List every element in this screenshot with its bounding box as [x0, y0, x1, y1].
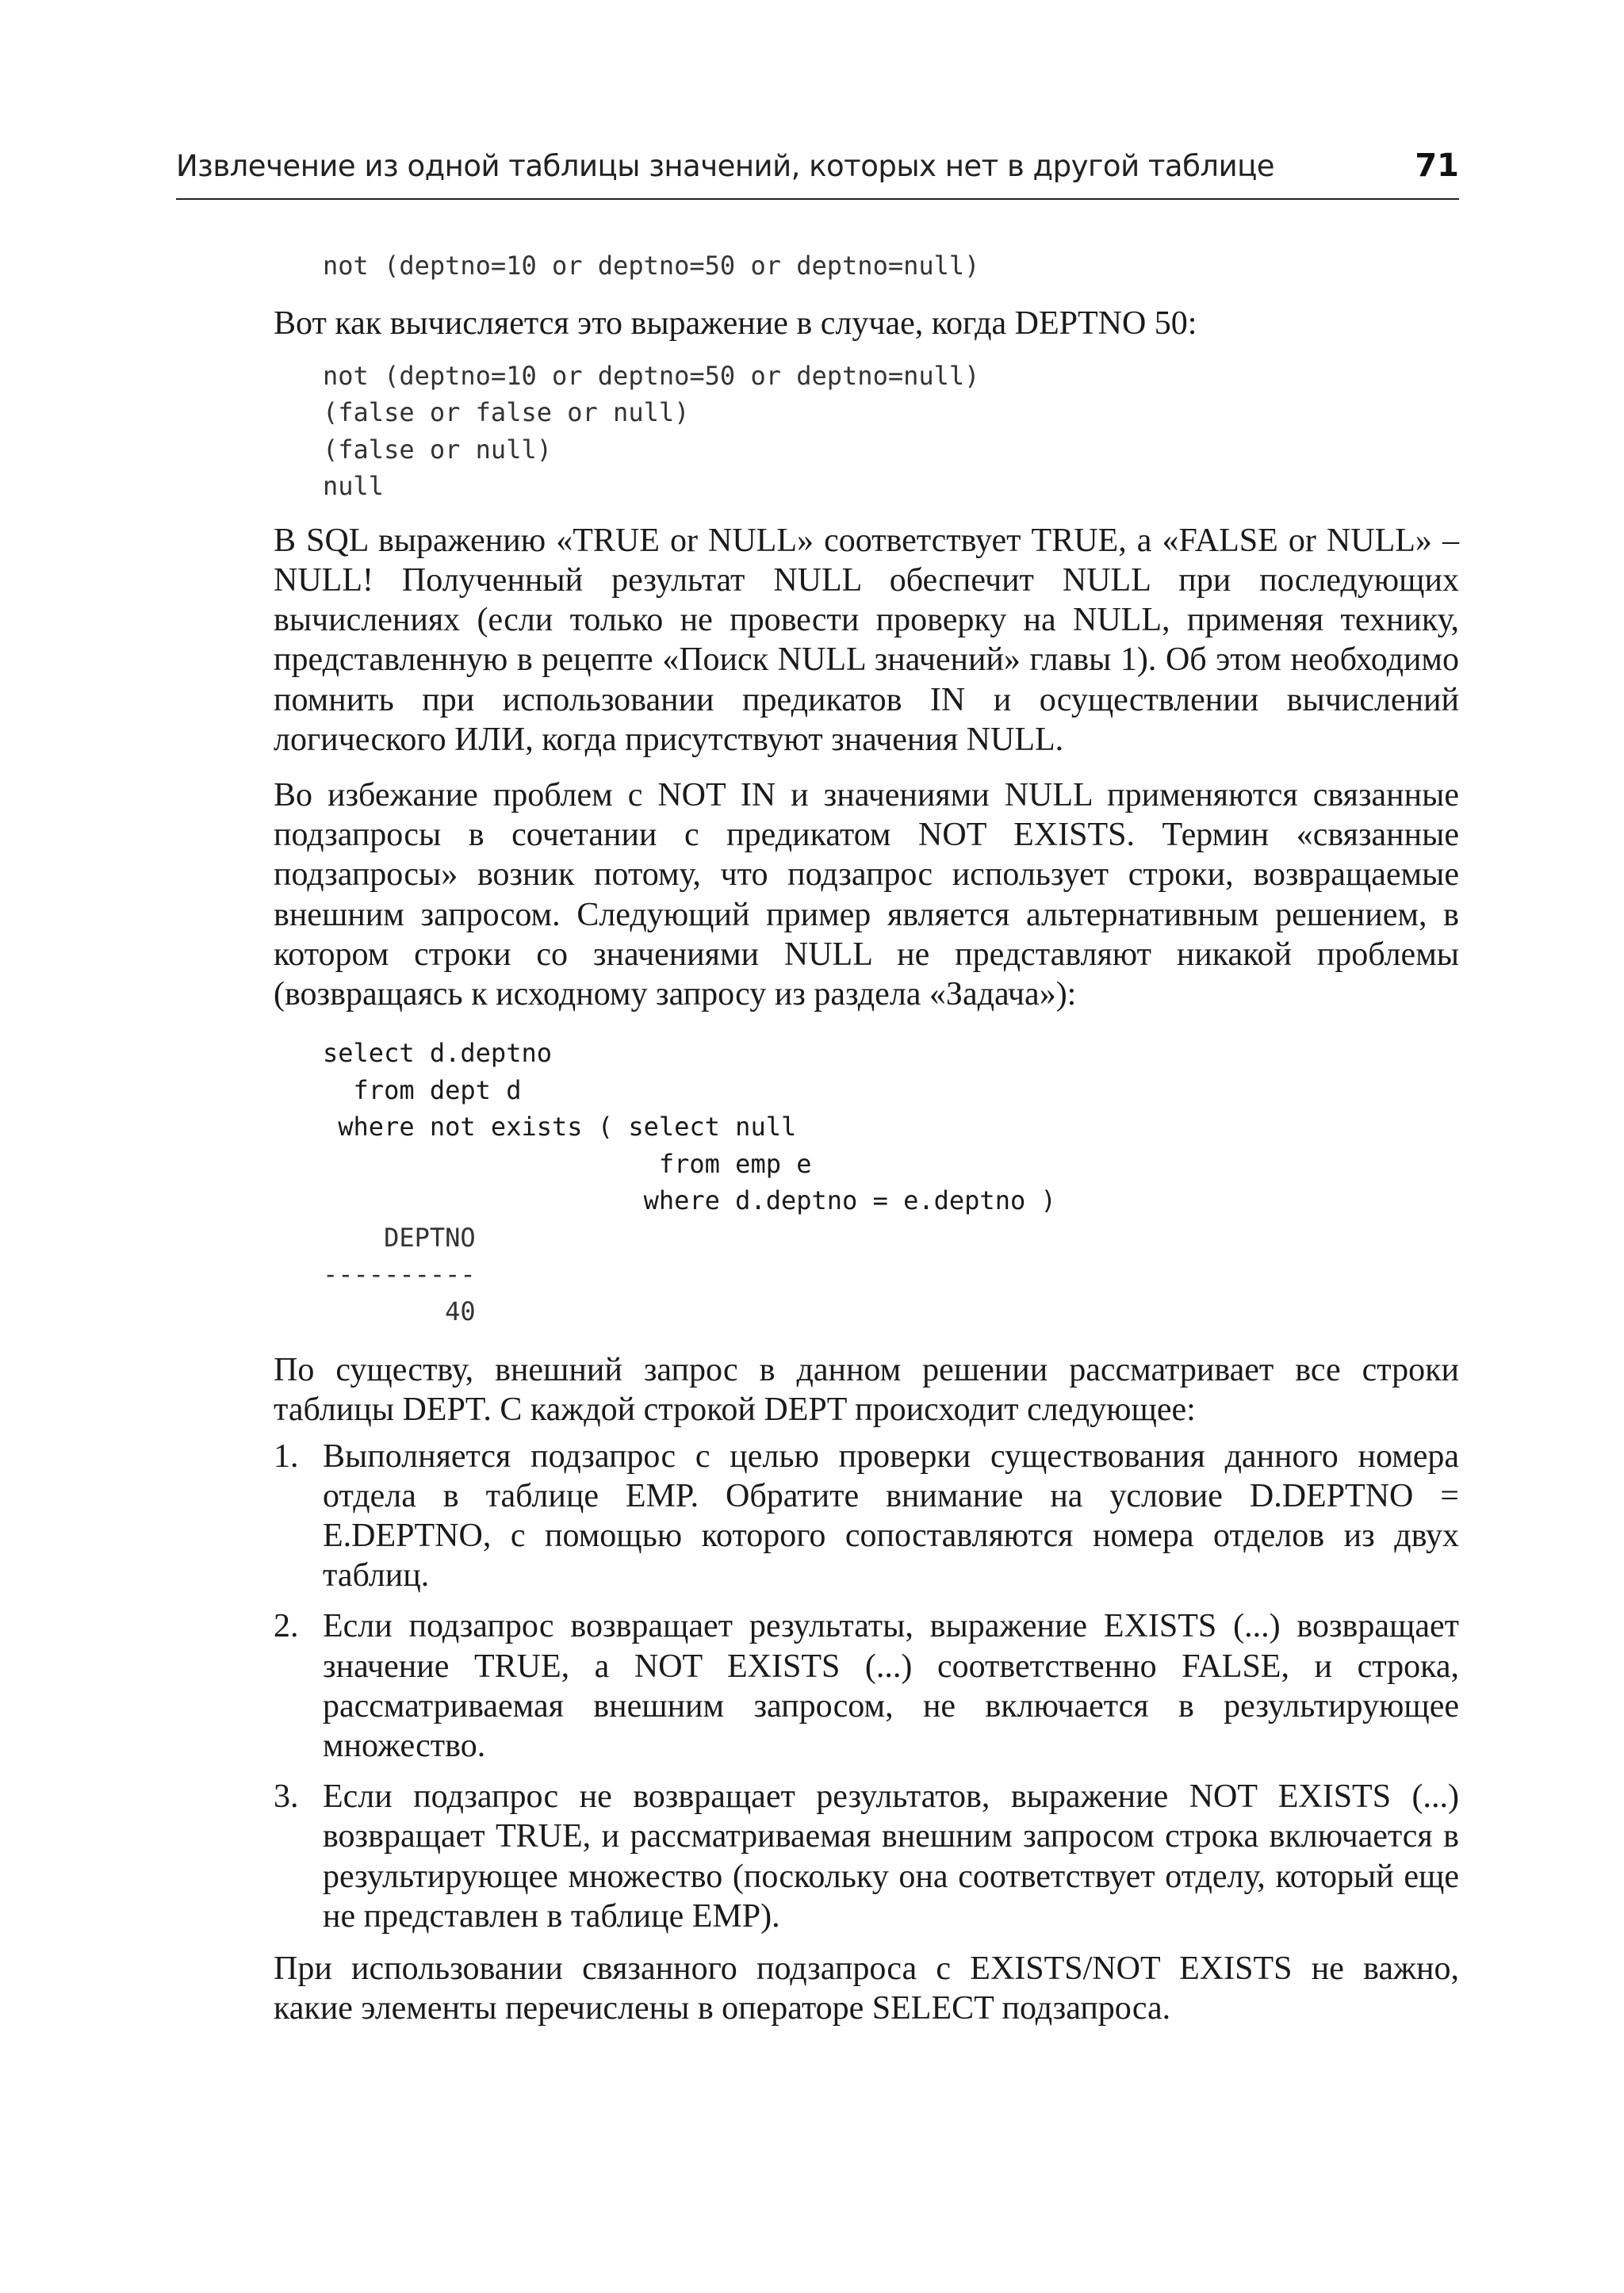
steps-list	[274, 1437, 1459, 1936]
paragraph-correlated-subqueries: Во избежание проблем с NOT IN и значениями NULL применяются связанные подзапросы в сочетании с предикатом NOT EXISTS. Термин «связанные подзапросы» возник потому, что подзапрос использует строки, возвращаемые внешним запросом. Следующий пример является альтернативным решением, в котором строки со значениями NULL не представляют никакой проблемы (возвращаясь к исходному запросу из раздела «Задача»):	[274, 776, 1459, 1013]
list-item-number: 3.	[274, 1778, 299, 1816]
running-header	[176, 147, 1459, 200]
page-number: 71	[1415, 147, 1459, 184]
code-block-evaluation: not (deptno=10 or deptno=50 or deptno=null) (false or false or null) (false or null) null	[323, 360, 980, 502]
paragraph-null-logic: В SQL выражению «TRUE or NULL» соответствует TRUE, а «FALSE or NULL» – NULL! Полученный результат NULL обеспечит NULL при последующих вычислениях (если только не провести проверку на NULL, применяя технику, представленную в рецепте «Поиск NULL значений» главы 1). Об этом необходимо помнить при использовании предикатов IN и осуществлении вычислений логического ИЛИ, когда присутствуют значения NULL.	[274, 522, 1459, 758]
code-block-condition: not (deptno=10 or deptno=50 or deptno=null)	[323, 251, 980, 281]
list-item-text: Если подзапрос возвращает результаты, выражение EXISTS (...) возвращает значение TRUE, а NOT EXISTS (...) соответственно FALSE, и строка, рассматриваемая внешним запросом, не включается в результирующее множество.	[323, 1608, 1459, 1764]
list-item	[274, 1437, 1459, 1596]
paragraph-exists-note: При использовании связанного подзапроса с EXISTS/NOT EXISTS не важно, какие элементы перечислены в операторе SELECT подзапроса.	[274, 1950, 1459, 2027]
code-block-query: select d.deptno from dept d where not exists ( select null from emp e where d.deptno = e.deptno )	[323, 1038, 1056, 1216]
paragraph-outer-query: По существу, внешний запрос в данном решении рассматривает все строки таблицы DEPT. С каждой строкой DEPT происходит следующее:	[274, 1352, 1459, 1429]
running-title: Извлечение из одной таблицы значений, которых нет в другой таблице	[176, 149, 1275, 183]
list-item	[274, 1606, 1459, 1766]
list-item-number: 2.	[274, 1608, 299, 1645]
page-body	[274, 247, 1459, 2028]
list-item-number: 1.	[274, 1437, 299, 1475]
paragraph-evaluation-intro: Вот как вычисляется это выражение в случае, когда DEPTNO 50:	[274, 304, 1197, 342]
code-block-result: DEPTNO ---------- 40	[323, 1222, 476, 1326]
list-item-text: Если подзапрос не возвращает результатов, выражение NOT EXISTS (...) возвращает TRUE, и рассматриваемая внешним запросом строка включается в результирующее множество (поскольку она соответствует отделу, который еще не представлен в таблице EMP).	[323, 1778, 1459, 1935]
list-item	[274, 1777, 1459, 1936]
list-item-text: Выполняется подзапрос с целью проверки существования данного номера отдела в таблице EMP. Обратите внимание на условие D.DEPTNO = E.DEPTNO, с помощью которого сопоставляются номера отделов из двух таблиц.	[323, 1437, 1459, 1594]
